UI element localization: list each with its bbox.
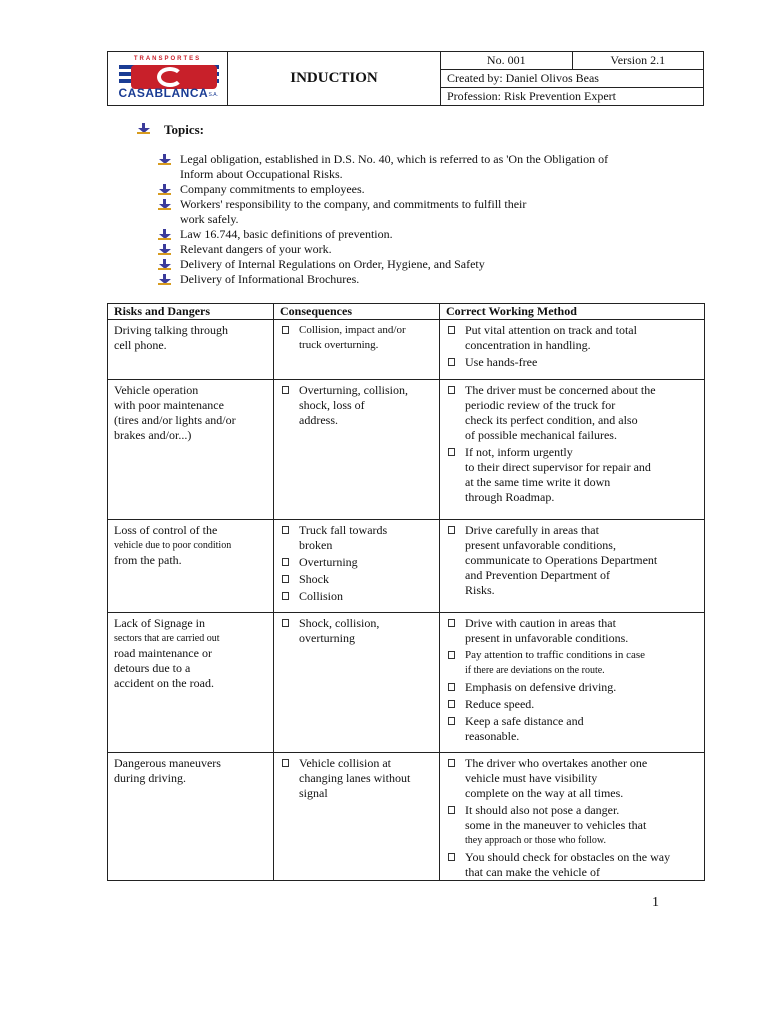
bullet-text: that can make the vehicle of — [465, 865, 600, 879]
bullet-text: check its perfect condition, and also — [465, 413, 638, 427]
checkbox-bullet-icon — [282, 526, 289, 534]
bullet-item — [446, 714, 698, 744]
bullet-text: through Roadmap. — [465, 490, 555, 504]
table-row — [108, 320, 705, 380]
risk-cell — [108, 520, 274, 613]
down-arrow-bullet-icon — [158, 274, 171, 285]
bullet-text: Drive with caution in areas that — [465, 616, 616, 630]
bullet-item — [280, 555, 433, 570]
bullet-text: vehicle must have visibility — [465, 771, 598, 785]
bullet-text: some in the maneuver to vehicles that — [465, 818, 647, 832]
bullet-item — [446, 323, 698, 353]
down-arrow-bullet-icon — [158, 229, 171, 240]
consequences-cell — [274, 380, 440, 520]
risk-text: Driving talking through — [114, 323, 228, 337]
bullet-text: truck overturning. — [299, 339, 379, 351]
checkbox-bullet-icon — [448, 683, 455, 691]
bullet-item — [280, 323, 433, 353]
bullet-text: Shock — [299, 572, 329, 586]
topic-item-line: Workers' responsibility to the company, and commitments to fulfill their — [180, 197, 527, 211]
profession: Profession: Risk Prevention Expert — [441, 88, 704, 106]
logo-suffix: S.A. — [208, 91, 218, 98]
created-by: Created by: Daniel Olivos Beas — [441, 70, 704, 88]
bullet-text: reasonable. — [465, 729, 520, 743]
bullet-text: address. — [299, 413, 338, 427]
bullet-item — [446, 383, 698, 443]
header-consequences: Consequences — [274, 304, 440, 320]
bullet-item — [280, 616, 433, 646]
checkbox-bullet-icon — [448, 853, 455, 861]
risk-text: brakes and/or...) — [114, 428, 192, 442]
checkbox-bullet-icon — [448, 759, 455, 767]
down-arrow-bullet-icon — [137, 123, 150, 134]
checkbox-bullet-icon — [282, 759, 289, 767]
bullet-text: Risks. — [465, 583, 495, 597]
bullet-text: shock, loss of — [299, 398, 365, 412]
checkbox-bullet-icon — [448, 358, 455, 366]
document-title: INDUCTION — [228, 52, 441, 106]
bullet-item — [280, 589, 433, 604]
logo-name: CASABLANCA — [118, 85, 209, 100]
bullet-text: concentration in handling. — [465, 338, 591, 352]
table-row — [108, 613, 705, 753]
checkbox-bullet-icon — [448, 717, 455, 725]
method-cell — [440, 520, 705, 613]
bullet-text: changing lanes without — [299, 771, 411, 785]
bullet-text: Overturning, collision, — [299, 383, 408, 397]
consequences-cell — [274, 520, 440, 613]
bullet-item — [280, 756, 433, 801]
checkbox-bullet-icon — [448, 651, 455, 659]
logo-top-text: TRANSPORTES — [133, 55, 202, 62]
checkbox-bullet-icon — [282, 619, 289, 627]
bullet-text: to their direct supervisor for repair and — [465, 460, 651, 474]
bullet-item — [446, 803, 698, 848]
bullet-text: if there are deviations on the route. — [465, 665, 605, 676]
bullet-text: signal — [299, 786, 328, 800]
bullet-text: Put vital attention on track and total — [465, 323, 637, 337]
topics-title: Topics: — [164, 122, 204, 137]
bullet-text: present unfavorable conditions, — [465, 538, 616, 552]
page-number: 1 — [652, 895, 659, 910]
bullet-item — [446, 756, 698, 801]
down-arrow-bullet-icon — [158, 199, 171, 210]
table-row — [108, 380, 705, 520]
risk-table — [107, 303, 705, 881]
checkbox-bullet-icon — [448, 386, 455, 394]
bullet-text: Keep a safe distance and — [465, 714, 584, 728]
bullet-text: they approach or those who follow. — [465, 835, 606, 846]
bullet-text: Shock, collision, — [299, 616, 380, 630]
risk-text: (tires and/or lights and/or — [114, 413, 236, 427]
bullet-text: The driver must be concerned about the — [465, 383, 656, 397]
table-row — [108, 520, 705, 613]
bullet-text: Truck fall towards — [299, 523, 388, 537]
down-arrow-bullet-icon — [158, 244, 171, 255]
bullet-item — [446, 850, 698, 880]
risk-text: Dangerous maneuvers — [114, 756, 221, 770]
risk-cell — [108, 320, 274, 380]
document-number: No. 001 — [441, 52, 573, 70]
bullet-item — [280, 572, 433, 587]
risk-text: sectors that are carried out — [114, 633, 220, 644]
company-logo — [113, 56, 223, 102]
bullet-item — [446, 648, 698, 678]
bullet-text: broken — [299, 538, 333, 552]
checkbox-bullet-icon — [282, 326, 289, 334]
bullet-item — [446, 680, 698, 695]
bullet-text: Vehicle collision at — [299, 756, 391, 770]
risk-text: cell phone. — [114, 338, 167, 352]
bullet-text: Overturning — [299, 555, 358, 569]
bullet-text: communicate to Operations Department — [465, 553, 658, 567]
bullet-text: If not, inform urgently — [465, 445, 573, 459]
risk-text: Vehicle operation — [114, 383, 199, 397]
consequences-cell — [274, 753, 440, 881]
checkbox-bullet-icon — [448, 700, 455, 708]
bullet-item — [446, 355, 698, 370]
topic-item-line: Delivery of Internal Regulations on Order, Hygiene, and Safety — [180, 257, 485, 271]
method-cell — [440, 753, 705, 881]
checkbox-bullet-icon — [448, 619, 455, 627]
bullet-text: Use hands-free — [465, 355, 538, 369]
risk-cell — [108, 753, 274, 881]
bullet-text: complete on the way at all times. — [465, 786, 624, 800]
risk-text: Loss of control of the — [114, 523, 218, 537]
bullet-text: You should check for obstacles on the way — [465, 850, 671, 864]
bullet-text: The driver who overtakes another one — [465, 756, 648, 770]
document-version: Version 2.1 — [572, 52, 704, 70]
bullet-text: Emphasis on defensive driving. — [465, 680, 617, 694]
method-cell — [440, 613, 705, 753]
risk-text: Lack of Signage in — [114, 616, 205, 630]
checkbox-bullet-icon — [282, 575, 289, 583]
method-cell — [440, 320, 705, 380]
bullet-item — [446, 697, 698, 712]
risk-text: detours due to a — [114, 661, 191, 675]
topic-item-line: Company commitments to employees. — [180, 182, 365, 196]
risk-cell — [108, 380, 274, 520]
risk-text: accident on the road. — [114, 676, 214, 690]
bullet-text: of possible mechanical failures. — [465, 428, 617, 442]
bullet-item — [280, 383, 433, 428]
risk-text: road maintenance or — [114, 646, 212, 660]
bullet-item — [446, 616, 698, 646]
risk-cell — [108, 613, 274, 753]
checkbox-bullet-icon — [448, 448, 455, 456]
checkbox-bullet-icon — [448, 326, 455, 334]
bullet-text: Pay attention to traffic conditions in case — [465, 649, 646, 661]
bullet-item — [280, 523, 433, 553]
risk-text: vehicle due to poor condition — [114, 540, 232, 551]
topic-item-line: work safely. — [180, 212, 239, 226]
table-row — [108, 753, 705, 881]
checkbox-bullet-icon — [282, 592, 289, 600]
document-header — [107, 51, 704, 106]
consequences-cell — [274, 320, 440, 380]
topic-item-line: Delivery of Informational Brochures. — [180, 272, 360, 286]
checkbox-bullet-icon — [448, 806, 455, 814]
topic-item-line: Law 16.744, basic definitions of prevention. — [180, 227, 393, 241]
method-cell — [440, 380, 705, 520]
bullet-item — [446, 445, 698, 505]
risk-text: during driving. — [114, 771, 186, 785]
consequences-cell — [274, 613, 440, 753]
bullet-text: overturning — [299, 631, 355, 645]
bullet-text: It should also not pose a danger. — [465, 803, 620, 817]
risk-text: with poor maintenance — [114, 398, 224, 412]
checkbox-bullet-icon — [448, 526, 455, 534]
header-method: Correct Working Method — [440, 304, 705, 320]
topic-item-line: Relevant dangers of your work. — [180, 242, 332, 256]
logo-cell — [108, 52, 228, 106]
down-arrow-bullet-icon — [158, 154, 171, 165]
checkbox-bullet-icon — [282, 386, 289, 394]
bullet-text: Reduce speed. — [465, 697, 535, 711]
bullet-text: Collision, impact and/or — [299, 324, 406, 336]
bullet-text: and Prevention Department of — [465, 568, 610, 582]
bullet-text: present in unfavorable conditions. — [465, 631, 629, 645]
down-arrow-bullet-icon — [158, 184, 171, 195]
risk-text: from the path. — [114, 553, 182, 567]
bullet-text: Collision — [299, 589, 344, 603]
topic-item-line: Inform about Occupational Risks. — [180, 167, 343, 181]
down-arrow-bullet-icon — [158, 259, 171, 270]
header-risks: Risks and Dangers — [108, 304, 274, 320]
bullet-text: Drive carefully in areas that — [465, 523, 599, 537]
table-header-row — [108, 304, 705, 320]
bullet-item — [446, 523, 698, 598]
topic-item-line: Legal obligation, established in D.S. No. 40, which is referred to as 'On the Obligation of — [180, 152, 609, 166]
checkbox-bullet-icon — [282, 558, 289, 566]
bullet-text: periodic review of the truck for — [465, 398, 616, 412]
bullet-text: at the same time write it down — [465, 475, 611, 489]
